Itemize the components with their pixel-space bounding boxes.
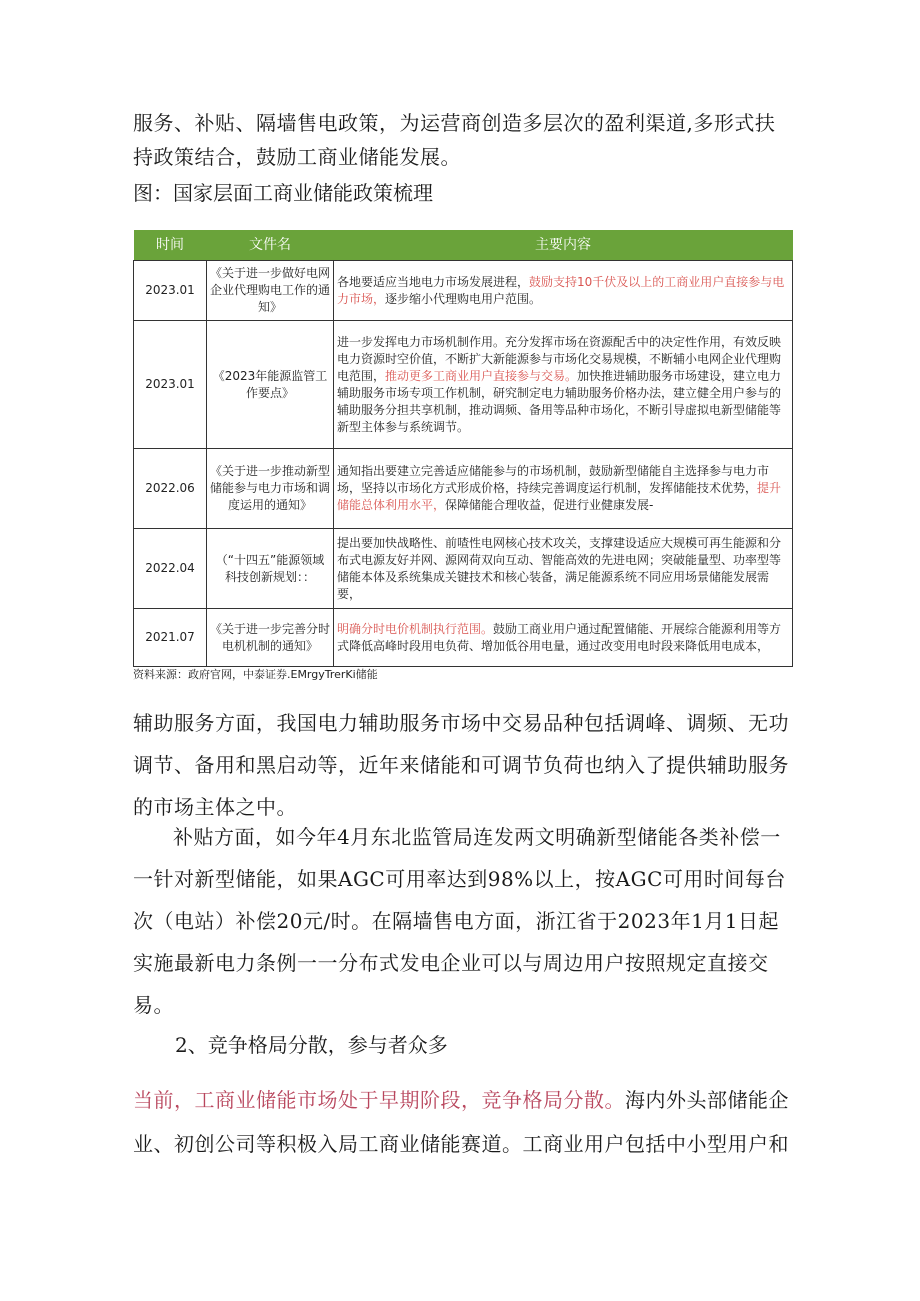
competition-highlight: 当前，工商业储能市场处于早期阶段，竞争格局分散。 xyxy=(133,1088,625,1112)
header-content: 主要内容 xyxy=(334,230,793,261)
table-header-row xyxy=(134,230,793,261)
competition-paragraph xyxy=(133,1078,793,1166)
content-highlight: 提升储能总体利用水平， xyxy=(337,481,782,512)
table-row xyxy=(134,321,793,449)
table-row xyxy=(134,609,793,667)
content-text: 保障储能合理收益，促进行业健康发展- xyxy=(445,498,654,512)
row-time: 2022.06 xyxy=(134,449,207,529)
figure-caption: 图：国家层面工商业储能政策梳理 xyxy=(133,181,433,205)
header-time: 时间 xyxy=(134,230,207,261)
source-note: 资料来源：政府官网，中泰证券.EMrgyTrerKi储能 xyxy=(133,668,378,681)
content-highlight: 鼓励支持10千伏及以上的工商业用户直接参与电力市场， xyxy=(337,274,785,306)
content-highlight: 推动更多工商业用户直接参与交易。 xyxy=(385,368,578,383)
policy-table xyxy=(133,230,793,667)
row-time: 2021.07 xyxy=(134,609,207,667)
content-text: 鼓励工商业用户通过配置储能、开展综合能源利用等方式降低高峰时段用电负荷、增加低谷用电量，通过改变用电时段来降低用电成本， xyxy=(337,621,782,653)
competition-text: 海内外头部储能企业、初创公司等积极入局工商业储能赛道。工商业用户包括中小型用户和 xyxy=(133,1088,789,1156)
content-text: 逐步缩小代理购电用户范围。 xyxy=(385,291,542,306)
row-content xyxy=(334,609,793,667)
intro-paragraph: 服务、补贴、隔墙售电政策，为运营商创造多层次的盈利渠道,多形式扶持政策结合，鼓励工商业储能发展。 xyxy=(133,111,776,169)
row-doc: （“十四五”能源领域科技创新规划：： xyxy=(207,529,334,609)
row-doc: 《2023年能源监管工作要点》 xyxy=(207,321,334,449)
table-row xyxy=(134,529,793,609)
row-content xyxy=(334,321,793,449)
content-highlight: 明确分时电价机制执行范围。 xyxy=(337,621,494,636)
row-time: 2022.04 xyxy=(134,529,207,609)
row-time: 2023.01 xyxy=(134,261,207,321)
row-content xyxy=(334,261,793,321)
header-doc: 文件名 xyxy=(207,230,334,261)
content-text: 提出要加快战略性、前喳性电网核心技术攻关，支撑建设适应大规模可再生能源和分布式电源友好并网、源网荷双向互动、智能高效的先进电网；突破能量型、功率型等储能本体及系统集成关键技术和核心装备，满足能源系统不同应用场景储能发展需要， xyxy=(337,535,782,601)
content-text: 进一步发挥电力市场机制作用。充分发挥市场在资源配舌中的决定性作用，有效反映电力资源时空价值，不断扩大新能源参与市场化交易规模，不断辅小电网企业代理购电范围， xyxy=(337,334,782,383)
table-row xyxy=(134,449,793,529)
content-text: 加快推进辅助服务市场建设，建立电力辅助服务市场专项工作机制，研究制定电力辅助服务价格办法，建立健全用户参与的辅助服务分担共享机制，推动调频、备用等品种市场化，不断引导虚拟电新型储能等新型主体参与系统调节。 xyxy=(337,368,782,434)
subsidy-paragraph: 补贴方面，如今年4月东北监管局连发两文明确新型储能各类补偿一一针对新型储能，如果AGC可用率达到98%以上，按AGC可用时间每台次（电站）补偿20元/时。在隔墙售电方面，浙江省于2023年1月1日起实施最新电力条例一一分布式发电企业可以与周边用户按照规定直接交易。 xyxy=(133,825,786,1017)
section-heading: 2、竞争格局分散，参与者众多 xyxy=(175,1033,448,1057)
content-text: 各地要适应当地电力市场发展进程， xyxy=(337,274,530,289)
auxiliary-service-paragraph: 辅助服务方面，我国电力辅助服务市场中交易品种包括调峰、调频、无功调节、备用和黑启动等，近年来储能和可调节负荷也纳入了提供辅助服务的市场主体之中。 xyxy=(133,711,789,819)
row-time: 2023.01 xyxy=(134,321,207,449)
row-content xyxy=(334,449,793,529)
table-row xyxy=(134,261,793,321)
content-text: 通知指出要建立完善适应储能参与的市场机制，鼓励新型储能自主选择参与电力市场，坚持以市场化方式形成价格，持续完善调度运行机制，发挥储能技术优势， xyxy=(337,464,770,495)
row-doc: 《关于进一步完善分时电机机制的通知》 xyxy=(207,609,334,667)
row-doc: 《关于进一步推动新型储能参与电力市场和调度运用的通知》 xyxy=(207,449,334,529)
row-doc: 《关于进一步做好电网企业代理购电工作的通知》 xyxy=(207,261,334,321)
row-content xyxy=(334,529,793,609)
